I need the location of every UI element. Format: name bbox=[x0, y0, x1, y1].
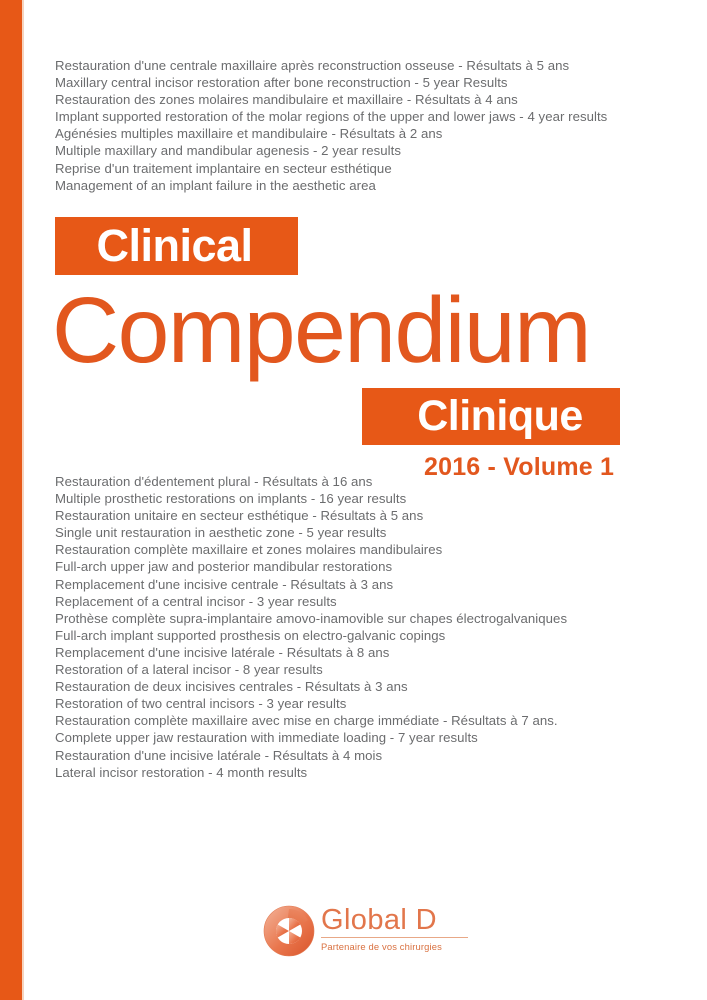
bottom-article-item: Complete upper jaw restauration with immediate loading - 7 year results bbox=[55, 730, 478, 746]
bottom-article-item: Restoration of two central incisors - 3 year results bbox=[55, 696, 347, 712]
bottom-article-item: Restauration unitaire en secteur esthétique - Résultats à 5 ans bbox=[55, 508, 424, 524]
bottom-article-item: Restoration of a lateral incisor - 8 year results bbox=[55, 662, 323, 678]
bottom-article-item: Full-arch implant supported prosthesis on electro-galvanic copings bbox=[55, 627, 446, 643]
banner-clinical bbox=[55, 217, 298, 275]
left-orange-spine bbox=[0, 0, 22, 1000]
volume-label: 2016 - Volume 1 bbox=[424, 453, 615, 481]
bottom-article-item: Single unit restauration in aesthetic zone - 5 year results bbox=[55, 525, 387, 541]
page-title: Compendium bbox=[52, 278, 591, 382]
logo-text bbox=[321, 903, 473, 954]
top-article-item: Restauration des zones molaires mandibulaire et maxillaire - Résultats à 4 ans bbox=[55, 92, 518, 108]
banner-clinique bbox=[362, 388, 620, 445]
banner-clinique-label: Clinique bbox=[417, 392, 583, 440]
top-article-item: Agénésies multiples maxillaire et mandibulaire - Résultats à 2 ans bbox=[55, 126, 443, 142]
global-d-logo bbox=[263, 903, 473, 959]
bottom-article-item: Lateral incisor restoration - 4 month results bbox=[55, 764, 308, 780]
top-article-item: Management of an implant failure in the aesthetic area bbox=[55, 177, 376, 193]
bottom-article-item: Remplacement d'une incisive latérale - Résultats à 8 ans bbox=[55, 644, 390, 660]
banner-clinical-label: Clinical bbox=[96, 220, 253, 271]
bottom-article-list bbox=[55, 473, 695, 781]
bottom-article-item: Remplacement d'une incisive centrale - Résultats à 3 ans bbox=[55, 576, 394, 592]
bottom-article-item: Restauration complète maxillaire avec mise en charge immédiate - Résultats à 7 ans. bbox=[55, 713, 558, 729]
spine-hairline bbox=[22, 0, 24, 1000]
top-article-item: Restauration d'une centrale maxillaire après reconstruction osseuse - Résultats à 5 ans bbox=[55, 58, 570, 73]
bottom-article-item: Full-arch upper jaw and posterior mandibular restorations bbox=[55, 559, 393, 575]
bottom-article-item: Restauration d'édentement plural - Résultats à 16 ans bbox=[55, 474, 373, 489]
title-block bbox=[0, 205, 707, 481]
top-article-item: Multiple maxillary and mandibular agenesis - 2 year results bbox=[55, 143, 401, 159]
bottom-article-item: Prothèse complète supra-implantaire amovo-inamovible sur chapes électrogalvaniques bbox=[55, 610, 568, 626]
global-d-pinwheel-icon bbox=[263, 905, 315, 957]
bottom-article-item: Replacement of a central incisor - 3 year results bbox=[55, 593, 337, 609]
logo-divider bbox=[321, 937, 468, 938]
bottom-article-item: Restauration de deux incisives centrales - Résultats à 3 ans bbox=[55, 679, 408, 695]
top-article-list bbox=[55, 57, 695, 194]
top-article-item: Reprise d'un traitement implantaire en secteur esthétique bbox=[55, 160, 392, 176]
top-article-item: Maxillary central incisor restoration after bone reconstruction - 5 year Results bbox=[55, 75, 508, 91]
top-article-item: Implant supported restoration of the molar regions of the upper and lower jaws - 4 year results bbox=[55, 109, 608, 125]
bottom-article-item: Restauration complète maxillaire et zones molaires mandibulaires bbox=[55, 542, 443, 558]
bottom-article-item: Restauration d'une incisive latérale - Résultats à 4 mois bbox=[55, 747, 383, 763]
logo-tagline: Partenaire de vos chirurgies bbox=[321, 941, 442, 952]
logo-name: Global D bbox=[321, 904, 438, 936]
bottom-article-item: Multiple prosthetic restorations on implants - 16 year results bbox=[55, 491, 407, 507]
